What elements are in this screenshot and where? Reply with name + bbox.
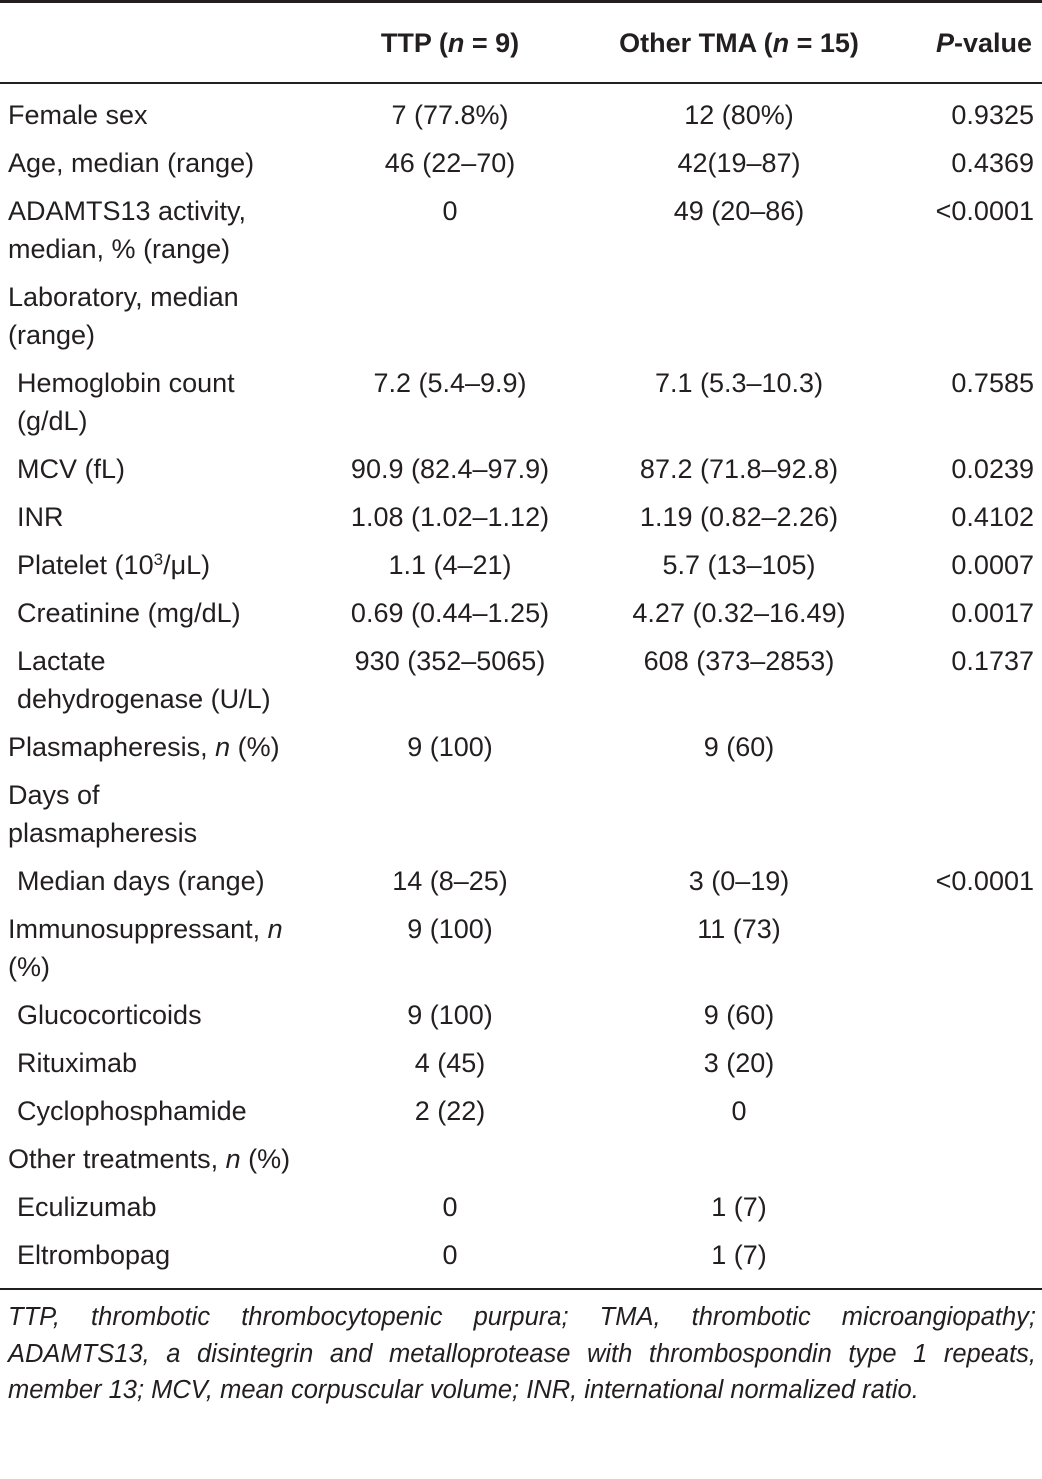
- header-ttp: TTP (n = 9): [380, 27, 520, 58]
- other-tma-value: 4.27 (0.32–16.49): [632, 598, 846, 628]
- ttp-value: 2 (22): [414, 1096, 486, 1126]
- other-tma-value: 1 (7): [711, 1192, 767, 1222]
- row-label: [0, 724, 300, 772]
- row-label-superscript: 3: [153, 550, 164, 569]
- p-value: [878, 724, 1042, 772]
- table-row: [0, 140, 1042, 188]
- other-tma-value: 1.19 (0.82–2.26): [639, 502, 839, 532]
- other-tma-value: 608 (373–2853): [643, 646, 835, 676]
- table-row: [0, 858, 1042, 906]
- header-empty-cell: [0, 2, 300, 84]
- row-label-text: (%): [240, 1144, 291, 1174]
- row-label: Age, median (range): [8, 148, 255, 178]
- row-label: [0, 906, 300, 992]
- table-row: [0, 1136, 1042, 1184]
- table-row: [0, 274, 1042, 360]
- row-label-text: (%): [230, 732, 280, 762]
- p-value: [878, 772, 1042, 858]
- other-tma-value: 12 (80%): [684, 100, 794, 130]
- row-label: Laboratory, median (range): [8, 282, 239, 350]
- other-tma-value: 9 (60): [703, 1000, 775, 1030]
- ttp-value: 14 (8–25): [392, 866, 508, 896]
- table-row: [0, 590, 1042, 638]
- other-tma-value: [600, 274, 878, 360]
- row-label: Creatinine (mg/dL): [17, 598, 241, 628]
- ttp-value: [300, 772, 600, 858]
- row-label: Lactate dehydrogenase (U/L): [17, 646, 271, 714]
- other-tma-value: 1 (7): [711, 1240, 767, 1270]
- row-label-text: Other treatments,: [8, 1144, 226, 1174]
- p-value: [878, 992, 1042, 1040]
- table-row: [0, 638, 1042, 724]
- row-label-text: Platelet (10: [17, 550, 154, 580]
- row-label-text: /μL): [163, 550, 211, 580]
- ttp-value: 7 (77.8%): [391, 100, 509, 130]
- table-body: [0, 83, 1042, 1289]
- other-tma-value: 0: [731, 1096, 747, 1126]
- p-value: [878, 1040, 1042, 1088]
- p-value: 0.0017: [951, 598, 1034, 628]
- ttp-value: 0: [442, 1240, 458, 1270]
- p-value: 0.4102: [951, 502, 1034, 532]
- table-row: [0, 772, 1042, 858]
- row-label: Female sex: [8, 100, 148, 130]
- row-label-text: (%): [8, 952, 50, 982]
- table-row: [0, 724, 1042, 772]
- ttp-value: 0: [442, 196, 458, 226]
- other-tma-value: 42(19–87): [677, 148, 801, 178]
- row-label: INR: [17, 502, 64, 532]
- p-value: 0.0239: [951, 454, 1034, 484]
- p-value: [878, 906, 1042, 992]
- row-label: Cyclophosphamide: [17, 1096, 247, 1126]
- table-row: [0, 1232, 1042, 1289]
- p-value: [878, 274, 1042, 360]
- table-row: [0, 906, 1042, 992]
- ttp-value: 90.9 (82.4–97.9): [350, 454, 550, 484]
- row-label: [0, 1136, 300, 1184]
- ttp-value: [300, 274, 600, 360]
- ttp-value: 4 (45): [414, 1048, 486, 1078]
- p-value: 0.9325: [951, 100, 1034, 130]
- p-value: 0.1737: [951, 646, 1034, 676]
- p-value: [878, 1088, 1042, 1136]
- table-header: [0, 2, 1042, 84]
- row-label-text: Immunosuppressant,: [8, 914, 268, 944]
- ttp-value: 930 (352–5065): [354, 646, 546, 676]
- p-value: [878, 1136, 1042, 1184]
- p-value: 0.7585: [951, 368, 1034, 398]
- row-label: Days of plasmapheresis: [8, 780, 198, 848]
- row-label-italic: n: [215, 732, 231, 762]
- table-row: [0, 1184, 1042, 1232]
- other-tma-value: [600, 772, 878, 858]
- row-label: Glucocorticoids: [17, 1000, 202, 1030]
- ttp-value: 0: [442, 1192, 458, 1222]
- table-row: [0, 360, 1042, 446]
- p-value: [878, 1184, 1042, 1232]
- row-label: Eltrombopag: [17, 1240, 171, 1270]
- row-label: Eculizumab: [17, 1192, 157, 1222]
- header-p-value: P-value: [935, 27, 1032, 58]
- p-value: [878, 1232, 1042, 1289]
- p-value: <0.0001: [935, 866, 1034, 896]
- row-label-text: Plasmapheresis,: [8, 732, 216, 762]
- p-value: 0.4369: [951, 148, 1034, 178]
- p-value: 0.0007: [951, 550, 1034, 580]
- ttp-value: 46 (22–70): [384, 148, 516, 178]
- ttp-value: 7.2 (5.4–9.9): [373, 368, 527, 398]
- ttp-value: 1.08 (1.02–1.12): [350, 502, 550, 532]
- row-label-italic: n: [267, 914, 283, 944]
- ttp-value: [300, 1136, 600, 1184]
- table-row: [0, 188, 1042, 274]
- row-label: [0, 542, 300, 590]
- other-tma-value: 87.2 (71.8–92.8): [639, 454, 839, 484]
- other-tma-value: 11 (73): [697, 914, 781, 944]
- table-row: [0, 992, 1042, 1040]
- ttp-value: 1.1 (4–21): [388, 550, 512, 580]
- table-row: [0, 1088, 1042, 1136]
- row-label: ADAMTS13 activity, median, % (range): [8, 196, 247, 264]
- ttp-value: 9 (100): [407, 914, 493, 944]
- table-footnote: TTP, thrombotic thrombocytopenic purpura; TMA, thrombotic microangiopathy; ADAMTS13, a disintegrin and metalloprotease with thrombospondin type 1 repeats, member 13; MCV, mean corpuscular volume; INR, international normalized ratio.: [8, 1303, 1036, 1404]
- other-tma-value: 3 (0–19): [688, 866, 790, 896]
- other-tma-value: 7.1 (5.3–10.3): [654, 368, 824, 398]
- ttp-value: 9 (100): [407, 1000, 493, 1030]
- ttp-value: 9 (100): [407, 732, 493, 762]
- table-row: [0, 542, 1042, 590]
- row-label-italic: n: [225, 1144, 241, 1174]
- header-other-tma: Other TMA (n = 15): [619, 27, 859, 58]
- row-label: MCV (fL): [17, 454, 125, 484]
- table-row: [0, 83, 1042, 140]
- table-row: [0, 494, 1042, 542]
- row-label: Hemoglobin count (g/dL): [17, 368, 235, 436]
- p-value: <0.0001: [935, 196, 1034, 226]
- other-tma-value: 49 (20–86): [673, 196, 805, 226]
- row-label: Median days (range): [17, 866, 265, 896]
- table-row: [0, 446, 1042, 494]
- other-tma-value: [600, 1136, 878, 1184]
- other-tma-value: 9 (60): [703, 732, 775, 762]
- other-tma-value: 3 (20): [703, 1048, 775, 1078]
- row-label: Rituximab: [17, 1048, 138, 1078]
- table-row: [0, 1040, 1042, 1088]
- header-row: [0, 2, 1042, 84]
- other-tma-value: 5.7 (13–105): [662, 550, 816, 580]
- ttp-value: 0.69 (0.44–1.25): [350, 598, 550, 628]
